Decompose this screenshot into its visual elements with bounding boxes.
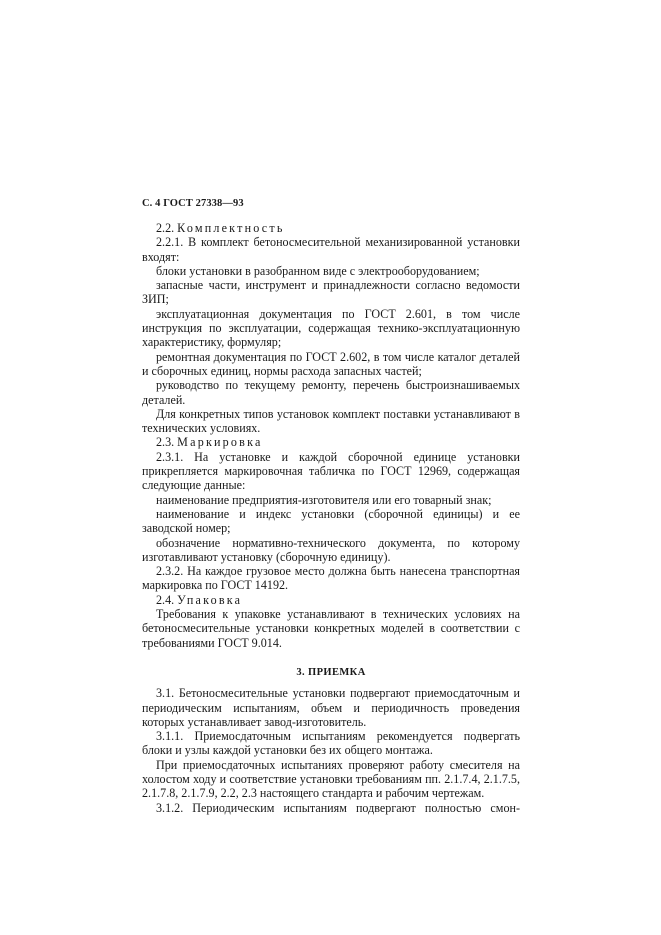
paragraph: запасные части, инструмент и принадлежности согласно ведомости ЗИП; xyxy=(142,278,520,307)
paragraph: руководство по текущему ремонту, перечень быстроизнашиваемых деталей. xyxy=(142,378,520,407)
paragraph: ремонтная документация по ГОСТ 2.602, в том числе каталог деталей и сборочных единиц, нормы расхода запасных частей; xyxy=(142,349,520,378)
paragraph: 3.1. Бетоносмесительные установки подвергают приемосдаточным и периодическим испытаниям, объем и периодичность проведения которых устанавливает завод-изготовитель. xyxy=(142,686,520,729)
section-title-text: Комплектность xyxy=(177,221,285,235)
paragraph: 2.2.1. В комплект бетоносмесительной механизированной установки входят: xyxy=(142,235,520,264)
paragraph: обозначение нормативно-технического документа, по которому изготавливают установку (сборочную единицу). xyxy=(142,535,520,564)
paragraph: 2.3.2. На каждое грузовое место должна быть нанесена транспортная маркировка по ГОСТ 14192. xyxy=(142,564,520,593)
section-2-3-heading xyxy=(142,435,520,449)
section-2-4-heading xyxy=(142,593,520,607)
section-2-2-heading xyxy=(142,221,520,235)
paragraph: Требования к упаковке устанавливают в технических условиях на бетоносмесительные установки конкретных моделей в соответствии с требованиями ГОСТ 9.014. xyxy=(142,607,520,650)
section-title-text: Маркировка xyxy=(177,435,263,450)
document-body xyxy=(142,221,520,815)
section-number: 2.4. xyxy=(156,592,175,607)
paragraph: наименование предприятия-изготовителя или его товарный знак; xyxy=(156,492,492,507)
section-title-text: Упаковка xyxy=(177,592,243,607)
section-number: 2.2. xyxy=(156,221,175,235)
section-number: 2.3. xyxy=(156,435,175,450)
page-header: С. 4 ГОСТ 27338—93 xyxy=(142,198,244,209)
paragraph: 3.1.2. Периодическим испытаниям подвергают полностью смон- xyxy=(156,800,520,815)
paragraph: Для конкретных типов установок комплект поставки устанавливают в технических условиях. xyxy=(142,406,520,436)
paragraph: 2.3.1. На установке и каждой сборочной единице установки прикрепляется маркировочная табличка по ГОСТ 12969, содержащая следующие данные: xyxy=(142,449,520,493)
section-3-title: 3. ПРИЕМКА xyxy=(296,666,366,678)
paragraph: 3.1.1. Приемосдаточным испытаниям рекомендуется подвергать блоки и узлы каждой установки без их общего монтажа. xyxy=(142,729,520,758)
paragraph: блоки установки в разобранном виде с электрооборудованием; xyxy=(156,263,480,278)
paragraph: наименование и индекс установки (сборочной единицы) и ее заводской номер; xyxy=(142,506,520,536)
paragraph: эксплуатационная документация по ГОСТ 2.601, в том числе инструкция по эксплуатации, содержащая технико-эксплуатационную характеристику, формуляр; xyxy=(142,306,520,350)
paragraph: При приемосдаточных испытаниях проверяют работу смесителя на холостом ходу и соответствие установки требованиям пп. 2.1.7.4, 2.1.7.5, 2.1.7.8, 2.1.7.9, 2.2, 2.3 настоящего стандарта и рабочим чертежам. xyxy=(142,757,520,801)
